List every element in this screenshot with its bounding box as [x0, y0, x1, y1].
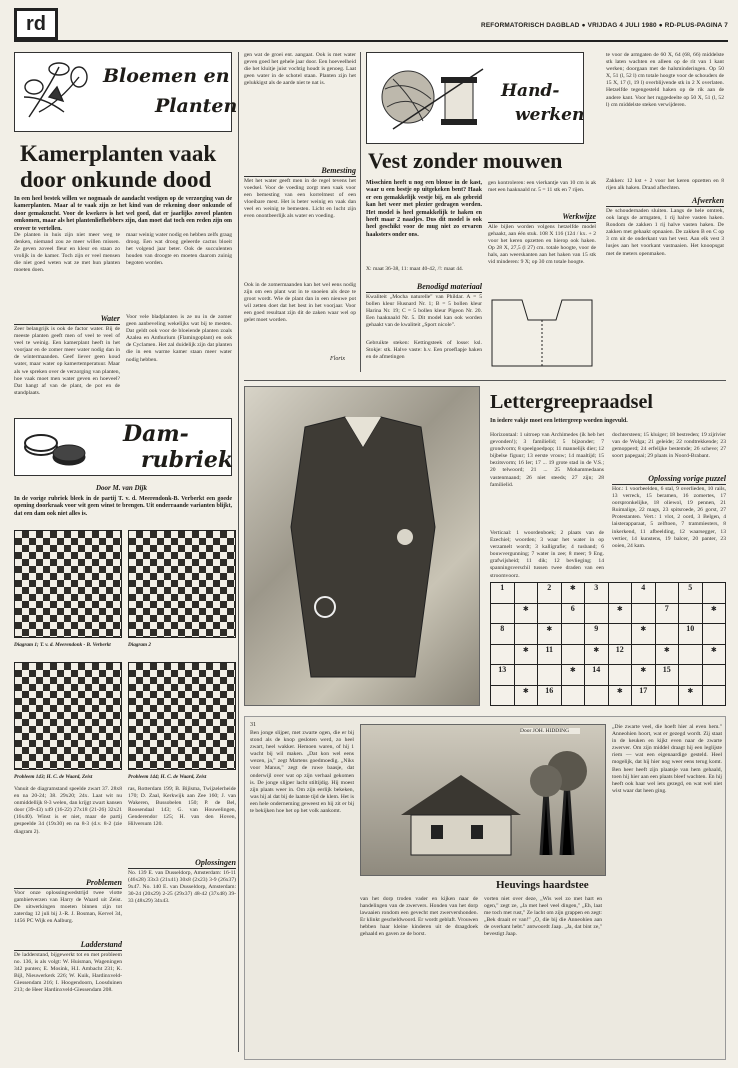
plants-badge-line1: Bloemen en [103, 65, 230, 87]
crossword-grid: 1 2 ✱ 3 4 5 ✱ 6 ✱ 7 ✱ 8 ✱ 9 ✱ 10 ✱ 11 ✱ 12 ✱ ✱ 13 ✱ 14 ✱ 15 ✱ 16 ✱ 17 ✱ [490, 582, 726, 706]
draughts-pieces-icon [21, 427, 91, 471]
story-author: Door JOH. HIDDING [520, 728, 580, 734]
vest-lead: Misschien heeft u nog een blouse in de kast, waar u een bestje op uitgekeken bent? Haak er een gemakkelijk vestje bij, en als gebreid kan het weer met plezier gedragen worden. Het model is heel gemakkelijk te haken en heeft maar 2 naadjes. Dus dit model is ook heel geschikt voor de mug niet zo ervaren haaksters onder ons. [366, 180, 482, 238]
problem-143-caption: Probleem 143; H. C. de Waard, Zeist [14, 774, 93, 780]
problemen-heading: Problemen [14, 878, 122, 889]
ladderstand-heading: Ladderstand [14, 940, 122, 951]
story-col-4: vorten niet over deze, „Wis wel zo met hart en ogen," zegt ze, „Ja met heel veel dingen," „Eh, laat me toch met rust," Ze lacht om zijn grappen en zegt: „Bek draait er van!" „O, die bij die Anneohien aan de overkant hebt." antwoordt Jaap. „Ja, dat bint ze," bevestigt Jaap. [484, 896, 602, 938]
afwerken-heading: Afwerken [606, 196, 724, 207]
yarn-spool-icon [373, 59, 493, 139]
vorige-puzzel-body: Hor.: 1 voorbeelden, 6 stal, 9 overlieden, 10 rails, 13 verreck, 15 beramen, 16 zomertes, 17 oorspronkelijke, 18 oliewol, 19 pennen, 21 Ruimalige, 22 mags, 23 spitsroede, 26 gorst, 27 Protestanten. Vert.: 1 vlot, 2 oord, 3 Belgen, 4 laisterapparaat, 5 zelftoen, 7 trammiesters, 8 inkerkend, 11 afbeelding, 12 waarsegger, 13 vertier, 14 kunstens, 19 balcer, 20 panter, 23 ooien, 24 kam. [612, 486, 726, 549]
benodigd-heading: Benodigd materiaal [366, 282, 482, 293]
section-divider [244, 380, 726, 381]
plants-body-2: maar weinig water nodig en hebben zelfs graag droog. Een wat droog geleerde cactus bloeit het volgend jaar beter. Ook de succulenten houden van droogte en moeten daarom zuinig begoten worden. [126, 232, 232, 267]
diagram-1-caption: Diagram 1; T. v. d. Meerendonk - B. Verberkt [14, 642, 111, 648]
story-illustration [360, 724, 606, 876]
plants-lead: In een heel bestek willen we nogmaals de aandacht vestigen op de verzorging van de kamerplanten. Maar al te vaak zijn ze het kind van de rekening door onkunde of door gemakzucht. Voor de kwekers is het wel goed, dat er jaarlijks zoveel planten omkomen, maar als het plantenliefhebbers zijn, dan moet dat toch een reden zijn om erover te vertellen. [14, 196, 232, 232]
vest-pattern-diagram [488, 290, 596, 370]
vorige-puzzel-heading: Oplossing vorige puzzel [612, 474, 726, 485]
story-title: Heuvings haardstee [496, 879, 589, 891]
vest-photo [244, 386, 480, 706]
column-divider [360, 52, 361, 372]
plants-author: Florix [330, 356, 345, 362]
werkwijze-body: Alle bijlen worden volgens hetzelfde model gehaakt, aan één stuk. 108 X 116 (124 / kx. + 2 voor het keren opzetten en hierop ook haken. Op 28 X, 27,5 (l 27) cm. totale hoogte, voor de hals, aan weerskanten aan het haken van 15 stk vid minderen: 9 X; op 30 cm totale hoogte. [488, 224, 596, 266]
draughts-diagram-2 [128, 530, 236, 638]
masthead [14, 8, 728, 42]
flower-illustration-icon [19, 57, 99, 127]
afwerken-body: De schoudernaden sluiten. Langs de hele omtrek, ook langs de armgaten, 1 rij halve vasten haken. Rondom de zakken 1 rij halve vasten haken. De zakken met gehaakt opnaaien. De zakken B en C op 3 cm uit de onderkant van het vest. Aan elk vest 3 lusjes aan het voorkant vastnaaien. Het knoopsgat met de meters openmaken. [606, 208, 724, 257]
oplossingen-body: No. 139 E. van Dusseldorp, Amsterdam: 16-11 (46x28) 33x3 (21x41) 30x8 (2x23) 3-9 (26x37) 9x47. No. 140 E. van Dusseldorp, Amsterdam: 30-24 (20x29) 2-25 (29x37) 48-42 (37x48) 39-33 (48x29) 34x43. [128, 870, 236, 905]
plants-title-1: Kamerplanten vaak [20, 141, 217, 166]
handwerken-badge-line1: Hand- [501, 81, 560, 101]
water-heading: Water [14, 314, 120, 325]
bemesting-heading: Bemesting [244, 166, 356, 177]
column-divider [238, 52, 239, 1052]
bemesting-body: Met het water geeft men in de regel tevens het voedsel. Voor de voeding zorgt men vaak voor een bemesting van een korrelmest of een vloeibare mest. Het is beter weinig en vaak dan veel en weinig te bemesten. Licht en lucht zijn even onontbeerlijk als water en voeding. [244, 178, 356, 220]
dam-body: Vanuit de diagramstand speelde zwart 37. 28x8 en na 20-24; 38. 29x20; 24x. Laat wit nu onmiddellijk 8-3 welen, dan krijgt zwart kansen door (39-43) x49 (16-22) 27x18 (21-26) 32x21 (16x40). Winst is er niet, maar de partij gespeelde 34 (19x30) en na 8-3 (d.v. 8-2 (zie diagram 2). [14, 786, 122, 835]
dam-col2: ras, Rotterdam 199; B. Bijlsma, Twijzelerheide 170; D. Zaal, Kerkwijk aan Zee 160; J. van Wakeren, Bussobelen 150; P. de Bel, Roosendaal 143; G. van Houwelingen, Genderendor 125; H. van den Hoven, Hilversum 120. [128, 786, 236, 828]
zakken-body: Zakken: 12 kst + 2 voor het keren opzetten en 8 rijen alk haken. Draad afhechten. [606, 178, 724, 192]
ladderstand-body: De ladderstand, bijgewerkt tot en met probleem no. 136, is als volgt: W. Huisman, Wageningen 342 punten; E. Mosink, H.I. Ambacht 231; K. Bijl, Nieuwerkerk 226; W. Kuik, Hardinxveld-Giessendam 216; I. Hoogendoorn, Loosduinen 213; de Heer Hardinxveld-Giessendam 208. [14, 952, 122, 994]
puzzle-horizontal-2: dochtersteen; 15 kluiger; 18 bestreden; 19 zijrivier van de Wolga; 21 geleide; 22 rondtrekkende; 23 gemopperd; 24 erfelijke bestemde; 26 scheve; 27 soort papegaai; 29 plaats in Noord-Brabant. [612, 432, 726, 460]
story-col-3: van het dorp troden vader en kijken naar de handelingen van de zwervers. Honden van het dorp lawaaien rondom een gevecht met zwervershonden. Er klinkt gescheldwoord. Er wordt geblaft. Vrouwen hebben haar kleine kinderen uit de draagdoek gehaald en gaven ze de borst. [360, 896, 478, 938]
handwerken-badge-line2: werken [515, 105, 585, 125]
dam-badge [14, 418, 232, 476]
dam-author: Door M. van Dijk [96, 484, 147, 492]
puzzle-title: Lettergreepraadsel [490, 391, 653, 413]
vest-gauge: gen kontroleren: een vierkantje van 10 cm is ak met een haaknaald nr. 5 = 11 stk en 7 rijen. [488, 180, 596, 194]
puzzle-subtitle: In iedere vakje moet een lettergreep worden ingevuld. [490, 418, 628, 424]
plants-title-2: door onkunde dood [20, 167, 212, 192]
bemesting-body-2: Ook in de zomermaanden kan het wel eens nodig zijn om een plant wat in te snoeien als deze te groot wordt. Wie de plant dan in een nieuwe pot wil zetten doet dat het best in het voorjaar. Voor een goed resultaat zijn dit de zaken waar wel op gelet moet worden. [244, 282, 356, 324]
dam-badge-line1: Dam- [123, 421, 189, 447]
farmhouse-illustration-icon [371, 745, 597, 869]
benodigd-body: Kwaliteit „Mocha naturelle" van Phildar. A = 5 bollen kleur Husnard Nr. 1; B = 5 bollen kleur Harina Nr. 19; C = 5 bollen kleur Pigeon Nr. 20. Een haaknaald Nr. 5. Dit model kan ook worden gehaakt van de kwaliteit „Sport nicole". [366, 294, 482, 329]
vest-sizes: X: maat 36-38, 11: maat 40-42, /!: maat 44. [366, 266, 464, 272]
problemen-body: Voor onze oplossingwedstrijd twee vlotte gambietverzen van Harry de Waard uit Zeist. De uitwerkingen moeten binnen zijn tot zaterdag 12 juli bij J.-R. J. Bosman, Kervel 34, 1456 PC Wijk en Aalburg. [14, 890, 122, 925]
story-col-2: „Die zwarte veel, die hoeft hier al even hem." Anneohien hoort, wat er gezegd wordt. Zij staat in de keuken en kijkt even naar de zwarte zwerver. Om zijn middel draagt hij een leglijste riem — wat een eigenaardige gesteld. Heel mogelijk, dat hij hier nog weer eens terug komt. Ben heer heeft zijn plaatsje van hem gehaald, toen hij hier aan een plaats bleef wachten. En hij heeft ook haar wel iets gezegd, en wat wel niet wist waar dat heen ging. [612, 724, 722, 794]
plants-badge [14, 52, 238, 132]
diagram-2-caption: Diagram 2 [128, 642, 151, 648]
vest-extra: Gebruikte steken: Kettingsteek of losse: ksl. Stokje: stk. Halve vaste: h.v. Een proeflapje haken en de afmetingen [366, 340, 482, 361]
vest-garment-icon [265, 407, 461, 687]
oplossingen-heading: Oplossingen [128, 858, 236, 869]
werkwijze-heading: Werkwijze [488, 212, 596, 223]
vest-col3: te voor de armgaten de 60 X, 64 (68, 66) middelste stk laten wachten en alleen op de rit van 1 kant werken; doorgaan met de halsminderingen. Op 50 X, 51 (l, 52 l) cm totale hoogte voor de schouders de 15 X, 17 (l, 19 l) overblijvende stk in 2 X overlaten. Hetzelfde tegengesteld haken op de rik aan de andere kant. Voor het ruggedeelte op 50 X, 51 (l, 52 l) cm middelste steken verwijderen. [606, 52, 724, 108]
story-col-1: Ben jonge slijper, met zwarte ogen, die er bij stond als de knop gesloten werd, zo heel zwart, heel wakker. Hemoen waren, of hij 1 wacht bij wil maken. „Dat kon wel eens wezen, ja," zegt Martens goedmoedig. „Niks voor Manus," zegt de ruwe baasje, dat onderwijl over wat op zijn verhaal gekomen is. De jonge slijper lacht stiltijdig. Hij moest zijn plaats weer in. Om zijn eerlijk bekeken, was hij al dat bij de laatste tijd de klem. Het is een hele onderneming geweest en hij zit er bij te bekijken hoe het op het volk aankomt. [250, 730, 354, 815]
page-header-line: REFORMATORISCH DAGBLAD ● VRIJDAG 4 JULI 1980 ● RD-PLUS-PAGINA 7 [481, 22, 728, 29]
water-body: Zeer belangrijk is ook de factor water. Bij de meeste planten geeft men of veel te veel of veel te weinig. Een kamerplant heeft in het voorjaar en de zomer meer water nodig dan in de wintermaanden. Geef liever geen koud water, maar water op kamertemperatuur. Maar als we spreken over de verzorging van planten, hoe vaak moet men water geven en hoeveel? Dat hangt af van de plant, de pot en de standplaats. [14, 326, 120, 396]
dam-lead: In de vorige rubriek bleek in de partij T. v. d. Meerendonk-B. Verberkt een goede opening doorkraak voor wit geen winst te brengen. Uit onderraande varianten blijkt, dat een dam ook niet alles is. [14, 496, 232, 517]
water-body-2: Voor vele bladplanten is ze nu in de zomer geen aanbeveling wekelijks wat bij te mesten. Dat geldt ook voor de bloeiende planten zoals Azalea en Anthurium (Flamingoplant) en ook de Cyclamen. Het zal duidelijk zijn dat planten die in een warme kamer staan meer water nodig hebben. [126, 314, 232, 363]
problem-144-caption: Probleem 144; H. C. de Waard, Zeist [128, 774, 207, 780]
draughts-problem-144 [128, 662, 236, 770]
handwerken-badge [366, 52, 584, 144]
draughts-diagram-1 [14, 530, 122, 638]
plants-badge-line2: Planten [155, 95, 238, 117]
plants-col3: gen wat de groei ent. aangaat. Ook is met water geven goed het gehele jaar door. Een hoeveelheid die het kluitje juist vochtig houdt is genoeg. Laat geen water in de schotel staan. Planten zijn het gelukkigst als de aarde niet te nat is. [244, 52, 356, 87]
dam-badge-line2: rubriek [141, 447, 234, 473]
plants-body-1: De planten in huis zijn niet meer weg te denken, niemand zou ze meer willen missen. Ze geven zoveel fleur en kleur en staan zo vrolijk in de kamer. Toch zijn er veel mensen die niet goed weten wat ze met hun planten moeten doen. [14, 232, 120, 274]
puzzle-vertical: Verticaal: 1 woordenboek; 2 plaats van de Ezechiel; woorden; 3 waar het water in op verzamelt wordt; 3 kalligrafie; 4 tusband; 6 bouwvergunning; 7 water in zee; 8 meer; 9 Eng. grafwijsheid; 11 dik; 12 bevlieging; 14 spanningsverschil tussen twee draden van een stroomvoorz. [490, 530, 604, 579]
vest-title: Vest zonder mouwen [368, 148, 563, 173]
rd-logo: rd [14, 8, 58, 40]
story-number: 31 [250, 722, 256, 728]
draughts-problem-143 [14, 662, 122, 770]
puzzle-horizontal: Horizontaal: 1 uitroep van Archimedes (ik heb het gevonden!); 3 familielid; 5 bijzonder; 7 grondvorm; 8 speelgoedpop; 11 mannelijk dier; 12 bijbelse figuur; 13 eerste vrouw; 14 maaltijd; 15 bezitsvorm; 16 Ier; 17 ... 19 grote stad in de V.S.; 20 telwoord; 21 ... 25 Mohammedaans vastenmaand; 26 niet steeds; 27 zijn; 28 familielid. [490, 432, 604, 488]
